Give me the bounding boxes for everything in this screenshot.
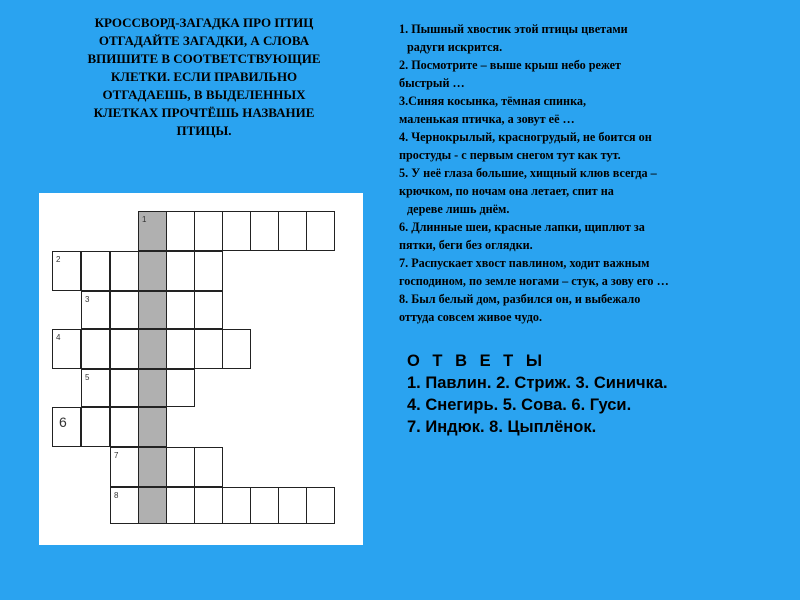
answers-line: 1. Павлин. 2. Стриж. 3. Синичка. <box>407 374 668 392</box>
clue-line: оттуда совсем живое чудо. <box>399 310 543 324</box>
clue-line: 6. Длинные шеи, красные лапки, щиплют за <box>399 220 645 234</box>
answers-block <box>407 350 767 438</box>
highlighted-cell <box>138 407 167 447</box>
crossword-cell <box>222 211 251 251</box>
clue-line: быстрый … <box>399 76 465 90</box>
title-line: ВПИШИТЕ В СООТВЕТСТВУЮЩИЕ <box>87 51 321 66</box>
clue-number: 6 <box>59 414 67 430</box>
crossword-cell <box>52 329 81 369</box>
clue-line: маленькая птичка, а зовут её … <box>399 112 575 126</box>
clue-number: 1 <box>142 215 147 224</box>
crossword-cell <box>81 329 110 369</box>
crossword-cell <box>166 291 195 329</box>
clue-number: 3 <box>85 295 90 304</box>
clue-number: 2 <box>56 255 61 264</box>
clue-number: 8 <box>114 491 119 500</box>
crossword-cell <box>166 487 195 524</box>
crossword-cell <box>81 407 110 447</box>
page-title <box>40 14 368 140</box>
clue-line: 2. Посмотрите – выше крыш небо режет <box>399 58 622 72</box>
clue-number: 5 <box>85 373 90 382</box>
clue-line: радуги искрится. <box>407 40 503 54</box>
crossword-cell <box>222 329 251 369</box>
crossword-cell <box>81 251 110 291</box>
highlighted-cell <box>138 487 167 524</box>
clue-line: 4. Чернокрылый, красногрудый, не боится он <box>399 130 652 144</box>
crossword-cell <box>194 251 223 291</box>
answers-heading: О Т В Е Т Ы <box>407 352 546 370</box>
clue-line: господином, по земле ногами – стук, а зову его … <box>399 274 669 288</box>
crossword-cell <box>110 291 139 329</box>
title-line: ОТГАДАЙТЕ ЗАГАДКИ, А СЛОВА <box>98 33 310 48</box>
crossword-cell <box>194 291 223 329</box>
highlighted-cell <box>138 447 167 487</box>
clue-list <box>399 20 759 326</box>
crossword-cell <box>194 447 223 487</box>
title-line: КРОССВОРД-ЗАГАДКА ПРО ПТИЦ <box>94 15 314 30</box>
crossword-cell <box>166 251 195 291</box>
crossword-cell <box>222 487 251 524</box>
crossword-cell <box>306 487 335 524</box>
crossword-cell <box>52 407 81 447</box>
crossword-cell <box>110 407 139 447</box>
crossword-cell <box>166 329 195 369</box>
clue-line: простуды - с первым снегом тут как тут. <box>399 148 621 162</box>
title-line: ОТГАДАЕШЬ, В ВЫДЕЛЕННЫХ <box>102 87 306 102</box>
crossword-cell <box>110 369 139 407</box>
highlighted-cell <box>138 291 167 329</box>
answers-line: 4. Снегирь. 5. Сова. 6. Гуси. <box>407 396 632 414</box>
crossword-grid <box>39 193 363 545</box>
clue-line: 7. Распускает хвост павлином, ходит важным <box>399 256 650 270</box>
clue-number: 7 <box>114 451 119 460</box>
crossword-cell <box>194 211 223 251</box>
crossword-cell <box>194 487 223 524</box>
title-line: КЛЕТКАХ ПРОЧТЁШЬ НАЗВАНИЕ <box>93 105 315 120</box>
crossword-cell <box>278 211 307 251</box>
clue-line: крючком, по ночам она летает, спит на <box>399 184 614 198</box>
highlighted-cell <box>138 251 167 291</box>
crossword-cell <box>166 211 195 251</box>
highlighted-cell <box>138 329 167 369</box>
highlighted-cell <box>138 369 167 407</box>
clue-line: 5. У неё глаза большие, хищный клюв всегда – <box>399 166 657 180</box>
crossword-cell <box>166 369 195 407</box>
crossword-cell <box>81 369 110 407</box>
crossword-cell <box>52 251 81 291</box>
clue-number: 4 <box>56 333 61 342</box>
clue-line: 3.Синяя косынка, тёмная спинка, <box>399 94 587 108</box>
crossword-cell <box>250 211 279 251</box>
title-line: ПТИЦЫ. <box>176 123 232 138</box>
crossword-cell <box>250 487 279 524</box>
title-line: КЛЕТКИ. ЕСЛИ ПРАВИЛЬНО <box>110 69 298 84</box>
clue-line: 1. Пышный хвостик этой птицы цветами <box>399 22 628 36</box>
clue-line: пятки, беги без оглядки. <box>399 238 533 252</box>
crossword-cell <box>81 291 110 329</box>
crossword-cell <box>110 447 139 487</box>
crossword-cell <box>110 329 139 369</box>
crossword-cell <box>278 487 307 524</box>
clue-line: 8. Был белый дом, разбился он, и выбежало <box>399 292 641 306</box>
crossword-cell <box>110 251 139 291</box>
crossword-cell <box>110 487 139 524</box>
clue-line: дереве лишь днём. <box>407 202 510 216</box>
crossword-cell <box>194 329 223 369</box>
crossword-cell <box>166 447 195 487</box>
highlighted-cell <box>138 211 167 251</box>
crossword-cell <box>306 211 335 251</box>
answers-line: 7. Индюк. 8. Цыплёнок. <box>407 418 597 436</box>
